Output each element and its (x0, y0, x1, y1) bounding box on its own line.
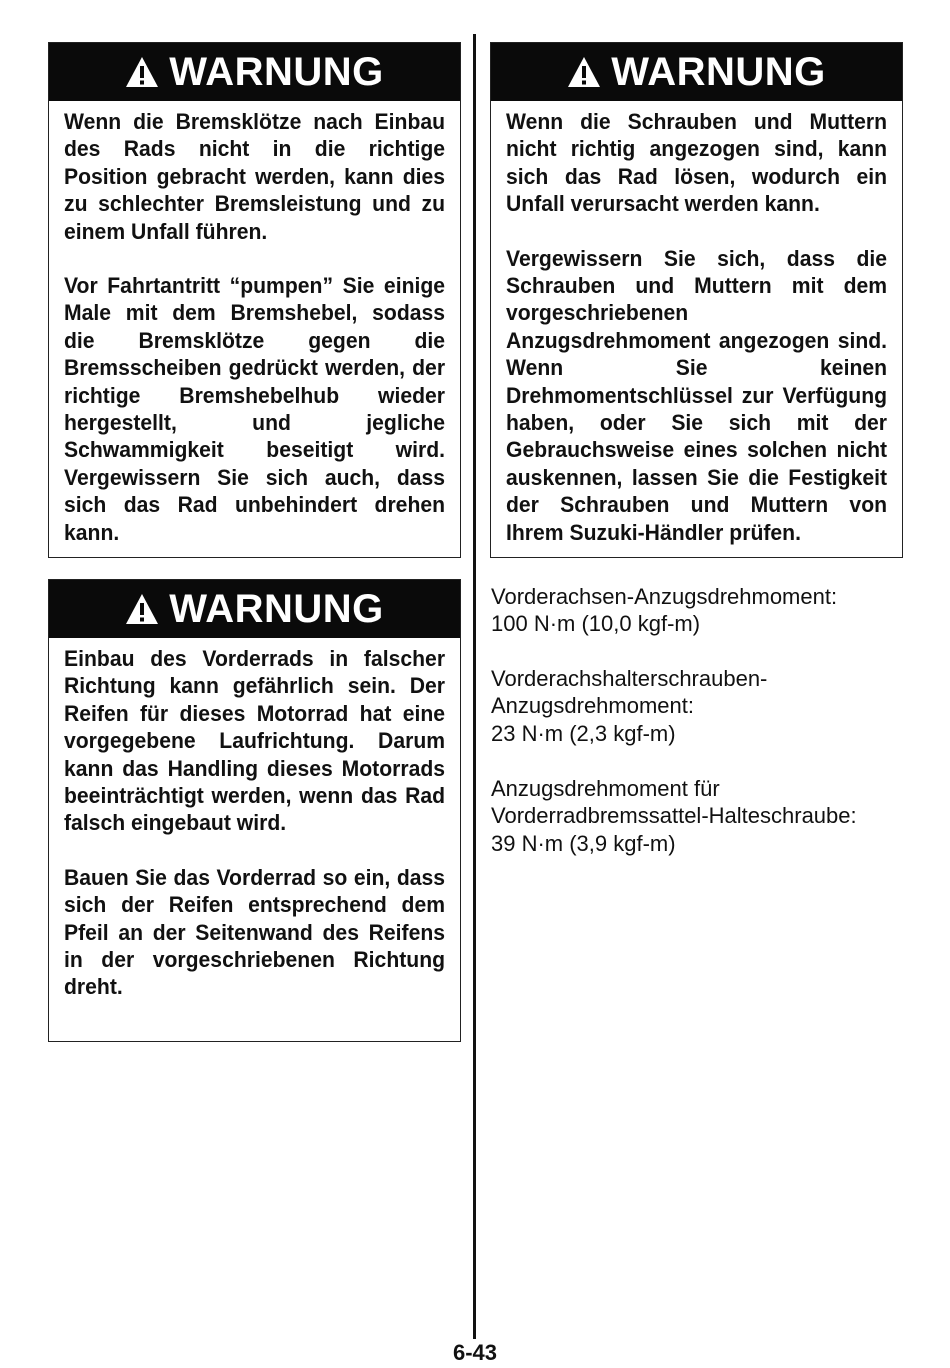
spec-line: Anzugsdrehmoment: (491, 693, 694, 719)
warning-body (49, 638, 460, 1011)
warning-box-bolts-nuts (490, 42, 903, 558)
warning-paragraph: Einbau des Vorderrads in falscher Richtung kann gefährlich sein. Der Reifen für dieses Motorrad hat eine vorgegebene Laufrichtung. Darum kann das Handling dieses Motorrads beeinträchtigt werden, wenn das Rad falsch eingebaut wird. (64, 646, 446, 836)
warning-paragraph: Vergewissern Sie sich, dass die Schrauben und Muttern mit dem vorgeschriebenen Anzugsdrehmoment angezogen sind. Wenn Sie keinen Drehmomentschlüssel zur Verfügung haben, oder Sie sich mit der Gebrauchsweise eines solchen nicht auskennen, lassen Sie die Festigkeit der Schrauben und Muttern von Ihrem Suzuki-Händler prüfen. (506, 245, 888, 545)
warning-title: WARNUNG (169, 50, 384, 94)
warning-title: WARNUNG (169, 587, 384, 631)
torque-spec-front-axle (491, 583, 911, 638)
spec-line: 39 N·m (3,9 kgf-m) (491, 830, 676, 856)
warning-header (49, 580, 460, 638)
page-number: 6-43 (452, 1340, 498, 1365)
warning-title: WARNUNG (611, 50, 826, 94)
spec-line: Anzugsdrehmoment für (491, 776, 720, 801)
warning-header (49, 43, 460, 101)
spec-line: Vorderradbremssattel-Halteschraube: (491, 803, 857, 829)
warning-paragraph: Wenn die Schrauben und Muttern nicht richtig angezogen sind, kann sich das Rad lösen, wodurch ein Unfall verursacht werden kann. (506, 109, 888, 217)
column-divider (473, 34, 476, 1339)
warning-paragraph: Vor Fahrtantritt “pumpen” Sie einige Male mit dem Bremshebel, sodass die Bremsklötze gegen die Bremsscheiben gedrückt werden, der richtige Bremshebelhub wieder hergestellt, und jegliche Schwammigkeit beseitigt wird. Vergewissern Sie sich auch, dass sich das Rad unbehindert drehen kann. (64, 273, 446, 545)
spec-line: 100 N·m (10,0 kgf-m) (491, 611, 701, 637)
warning-paragraph: Bauen Sie das Vorderrad so ein, dass sich der Reifen entsprechend dem Pfeil an der Seitenwand des Reifens in der vorgeschriebenen Richtung dreht. (64, 864, 446, 1000)
torque-spec-axle-holder (491, 665, 911, 747)
warning-body (49, 101, 460, 556)
warning-body (491, 101, 902, 556)
warning-header (491, 43, 902, 101)
spec-line: Vorderachsen-Anzugsdrehmoment: (491, 584, 838, 609)
warning-triangle-icon (567, 56, 601, 88)
spec-line: 23 N·m (2,3 kgf-m) (491, 720, 676, 746)
torque-spec-caliper-bolt (491, 775, 911, 857)
spec-line: Vorderachshalterschrauben- (491, 666, 768, 691)
warning-triangle-icon (125, 593, 159, 625)
warning-triangle-icon (125, 56, 159, 88)
warning-paragraph: Wenn die Bremsklötze nach Einbau des Rads nicht in die richtige Position gebracht werden, kann dies zu schlechter Bremsleistung und zu einem Unfall führen. (64, 109, 446, 244)
warning-box-wheel-direction (48, 579, 461, 1042)
warning-box-brake-pads (48, 42, 461, 558)
